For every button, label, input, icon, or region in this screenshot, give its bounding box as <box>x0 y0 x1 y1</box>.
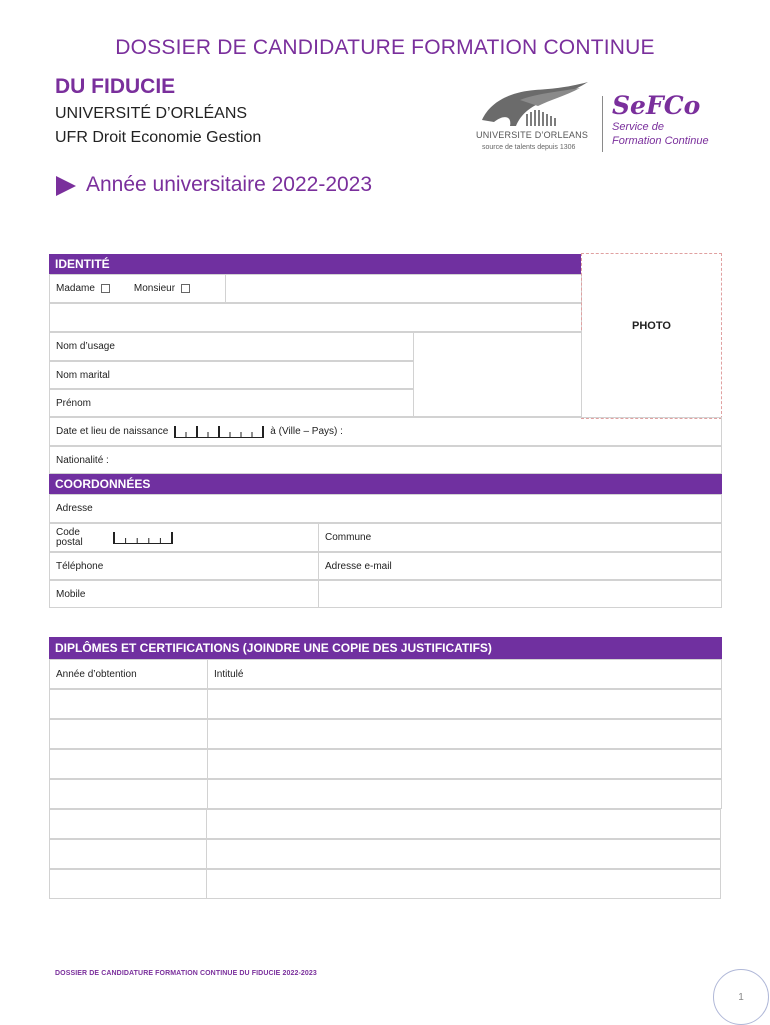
birth-date-comb[interactable] <box>174 426 264 438</box>
diploma-title-input[interactable] <box>206 839 721 869</box>
photo-box <box>581 253 722 419</box>
mobile-label: Mobile <box>56 588 86 600</box>
diploma-title-input[interactable] <box>206 869 721 899</box>
photo-label: PHOTO <box>632 320 671 332</box>
birth-date-label: Date et lieu de naissance <box>56 426 169 437</box>
academic-year: Année universitaire 2022-2023 <box>86 173 373 196</box>
university-logo-graphic <box>480 80 592 130</box>
nationality-field[interactable] <box>49 446 722 474</box>
diploma-title-input[interactable] <box>207 779 722 809</box>
diploma-col-title-label: Intitulé <box>214 668 244 680</box>
diploma-year-input[interactable] <box>49 809 207 839</box>
postal-code-field[interactable] <box>49 523 319 552</box>
diploma-title-input[interactable] <box>207 749 722 779</box>
city-label: Commune <box>325 532 372 543</box>
university-logo-tagline: source de talents depuis 1306 <box>482 144 576 151</box>
monsieur-checkbox[interactable] <box>181 284 190 293</box>
diploma-year-input[interactable] <box>49 869 207 899</box>
address-label: Adresse <box>56 503 93 514</box>
document-title: DOSSIER DE CANDIDATURE FORMATION CONTINUE <box>115 36 655 59</box>
postal-code-label-line2: postal <box>56 536 83 548</box>
address-field[interactable] <box>49 494 722 523</box>
nationality-label: Nationalité : <box>56 454 109 466</box>
nom-usage-field[interactable] <box>49 332 414 361</box>
prenom-label: Prénom <box>56 397 92 409</box>
page-number: 1 <box>738 992 744 1003</box>
diploma-year-input[interactable] <box>49 779 208 809</box>
diploma-title-input[interactable] <box>207 689 722 719</box>
diploma-title-input[interactable] <box>206 809 721 839</box>
postal-code-label <box>56 528 83 548</box>
diploma-year-input[interactable] <box>49 689 208 719</box>
arrow-right-icon <box>56 176 76 196</box>
prenom-field[interactable] <box>49 389 414 417</box>
program-name: DU FIDUCIE <box>55 75 176 98</box>
monsieur-label: Monsieur <box>133 283 176 294</box>
phone-field[interactable] <box>49 552 319 580</box>
mobile-field[interactable] <box>49 580 319 608</box>
sefco-logo <box>612 93 732 153</box>
birth-field[interactable] <box>49 417 722 446</box>
sefco-logo-name: SeFCo <box>612 91 701 120</box>
email-field[interactable] <box>318 552 722 580</box>
nom-marital-field[interactable] <box>49 361 414 389</box>
logo-divider <box>602 96 603 152</box>
university-name: UNIVERSITÉ D’ORLÉANS <box>55 105 248 122</box>
sefco-logo-line2: Formation Continue <box>612 135 709 147</box>
phone-label: Téléphone <box>56 560 104 572</box>
madame-label: Madame <box>56 283 95 294</box>
diploma-year-input[interactable] <box>49 749 208 779</box>
diploma-year-input[interactable] <box>49 839 207 869</box>
postal-code-label-line1: Code <box>56 526 80 538</box>
university-logo-name: UNIVERSITE D’ORLEANS <box>476 130 589 140</box>
postal-code-comb[interactable] <box>113 532 173 544</box>
identity-section-header: IDENTITÉ <box>49 254 581 274</box>
diplomas-section-header: DIPLÔMES ET CERTIFICATIONS (JOINDRE UNE COPIE DES JUSTIFICATIFS) <box>49 637 722 659</box>
civility-extra-field[interactable] <box>225 274 582 303</box>
mobile-extra-field[interactable] <box>318 580 722 608</box>
birth-place-label: à (Ville – Pays) : <box>270 426 343 437</box>
madame-checkbox[interactable] <box>101 284 110 293</box>
faculty-name: UFR Droit Economie Gestion <box>55 129 262 146</box>
nom-usage-label: Nom d’usage <box>56 341 115 352</box>
sefco-logo-line1: Service de <box>612 121 664 133</box>
diploma-col-year-label: Année d’obtention <box>56 668 137 680</box>
nom-marital-label: Nom marital <box>56 369 110 381</box>
city-field[interactable] <box>318 523 722 552</box>
diploma-col-title-header <box>207 659 722 689</box>
identity-side-field[interactable] <box>413 332 582 417</box>
diploma-col-year-header <box>49 659 208 689</box>
page-footer: DOSSIER DE CANDIDATURE FORMATION CONTINUE DU FIDUCIE 2022-2023 <box>55 970 317 977</box>
diploma-year-input[interactable] <box>49 719 208 749</box>
contact-section-header: COORDONNÉES <box>49 474 722 494</box>
page-number-badge <box>713 969 769 1025</box>
name-field[interactable] <box>49 303 582 332</box>
civility-row <box>49 274 226 303</box>
email-label: Adresse e-mail <box>325 560 392 572</box>
university-logo <box>476 80 594 160</box>
diploma-title-input[interactable] <box>207 719 722 749</box>
